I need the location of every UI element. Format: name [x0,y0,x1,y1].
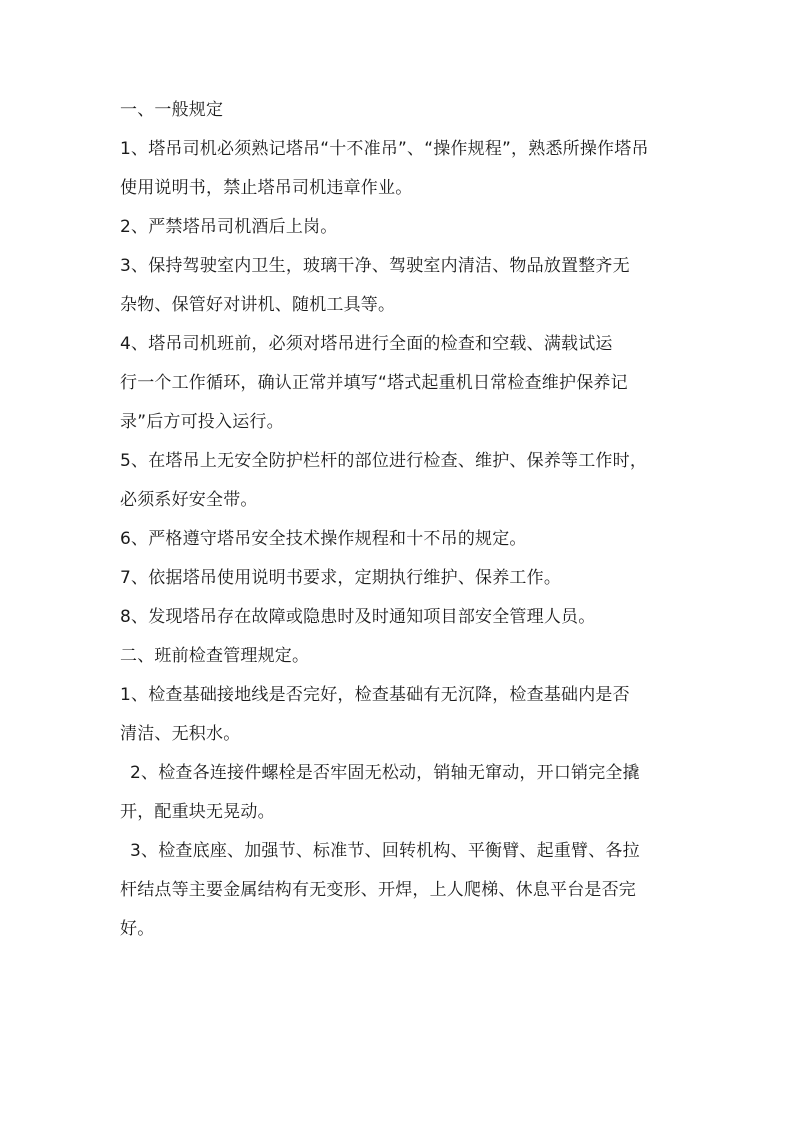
paragraph-line: 3、检查底座、加强节、标准节、回转机构、平衡臂、起重臂、各拉 [130,841,640,861]
paragraph-line: 1、塔吊司机必须熟记塔吊“十不准吊”、“操作规程”，熟悉所操作塔吊 [120,139,649,159]
paragraph-line: 6、严格遵守塔吊安全技术操作规程和十不吊的规定。 [120,529,527,549]
paragraph-line: 录”后方可投入运行。 [120,412,284,432]
paragraph-line: 使用说明书，禁止塔吊司机违章作业。 [120,178,413,198]
paragraph-line: 杂物、保管好对讲机、随机工具等。 [120,295,396,315]
paragraph-line: 行一个工作循环，确认正常并填写“塔式起重机日常检查维护保养记 [120,373,628,393]
paragraph-line: 2、严禁塔吊司机酒后上岗。 [120,217,338,237]
paragraph-line: 5、在塔吊上无安全防护栏杆的部位进行检查、维护、保养等工作时， [120,451,648,471]
paragraph-line: 4、塔吊司机班前，必须对塔吊进行全面的检查和空载、满载试运 [120,334,613,354]
paragraph-line: 1、检查基础接地线是否完好，检查基础有无沉降，检查基础内是否 [120,685,630,705]
paragraph-line: 开，配重块无晃动。 [120,802,275,822]
paragraph-line: 3、保持驾驶室内卫生，玻璃干净、驾驶室内清洁、物品放置整齐无 [120,256,630,276]
paragraph-line: 8、发现塔吊存在故障或隐患时及时通知项目部安全管理人员。 [120,607,596,627]
section-heading-general: 一、一般规定 [120,100,224,120]
paragraph-line: 7、依据塔吊使用说明书要求，定期执行维护、保养工作。 [120,568,562,588]
paragraph-line: 2、检查各连接件螺栓是否牢固无松动，销轴无窜动，开口销完全撬 [130,763,640,783]
paragraph-line: 必须系好安全带。 [120,490,258,510]
section-heading-pre-shift-inspection: 二、班前检查管理规定。 [120,646,310,666]
paragraph-line: 清洁、无积水。 [120,724,241,744]
document-body [120,102,676,960]
paragraph-line: 好。 [120,919,155,939]
paragraph-line: 杆结点等主要金属结构有无变形、开焊，上人爬梯、休息平台是否完 [120,880,636,900]
